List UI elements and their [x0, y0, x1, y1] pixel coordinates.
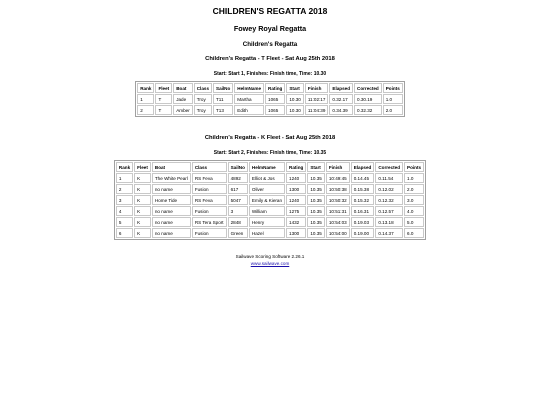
column-header: Class [192, 162, 227, 172]
table-cell: K [134, 217, 151, 227]
table-cell: 0.12.32 [375, 195, 403, 205]
table-cell: 0.11.54 [375, 173, 403, 183]
table-cell: Troy [194, 94, 212, 104]
table-cell: Martha [234, 94, 264, 104]
table-row [116, 217, 424, 227]
software-credit: Sailwave Scoring Software 2.26.1 [235, 254, 305, 259]
column-header: Fleet [134, 162, 151, 172]
table-cell: RS Tera Sport [192, 217, 227, 227]
table-cell: 10:54:00 [326, 228, 350, 238]
table-cell: 1432 [286, 217, 306, 227]
column-header: Finish [305, 83, 329, 93]
column-header: Class [194, 83, 212, 93]
k-fleet-heading: Children's Regatta - K Fleet - Sat Aug 25th 2018 [204, 135, 336, 141]
column-header: Boat [173, 83, 193, 93]
table-cell: Home Tide [152, 195, 191, 205]
table-cell: Amber [173, 105, 193, 115]
table-cell: 1240 [286, 173, 306, 183]
table-cell: Fusion [192, 228, 227, 238]
table-body [116, 173, 424, 238]
t-fleet-results-table [135, 81, 405, 117]
table-cell: 10:50:32 [326, 195, 350, 205]
table-cell: Fusion [192, 206, 227, 216]
table-cell: 1.0 [404, 173, 424, 183]
table-cell: 6 [116, 228, 133, 238]
table-cell: 1275 [286, 206, 306, 216]
column-header: Points [404, 162, 424, 172]
table-cell: 0.30.19 [354, 94, 382, 104]
table-cell: Fusion [192, 184, 227, 194]
sailwave-link[interactable]: www.sailwave.com [250, 260, 290, 266]
column-header: Boat [152, 162, 191, 172]
table-cell: 2 [137, 105, 154, 115]
column-header: Elapsed [351, 162, 375, 172]
table-cell: 10:49:45 [326, 173, 350, 183]
column-header: Corrected [354, 83, 382, 93]
table-cell: 4892 [228, 173, 248, 183]
table-cell: 4.0 [404, 206, 424, 216]
table-cell: 0.15.38 [351, 184, 375, 194]
table-cell: 1.0 [383, 94, 403, 104]
table-cell: T13 [213, 105, 233, 115]
k-fleet-start-info: Start: Start 2, Finishes: Finish time, Time: 10.35 [213, 150, 327, 156]
table-cell: 3 [116, 195, 133, 205]
table-cell: 5047 [228, 195, 248, 205]
table-cell: 617 [228, 184, 248, 194]
table-row [116, 184, 424, 194]
table-header-row [137, 83, 403, 93]
table-cell: 0.16.31 [351, 206, 375, 216]
table-cell: 0.14.37 [375, 228, 403, 238]
table-cell: 1 [137, 94, 154, 104]
table-cell: 1065 [265, 94, 285, 104]
column-header: Start [307, 162, 325, 172]
table-cell: 4 [116, 206, 133, 216]
table-cell: 2 [116, 184, 133, 194]
table-cell: 0.32.17 [329, 94, 353, 104]
table-cell: 10:51:31 [326, 206, 350, 216]
table-cell: 6.0 [404, 228, 424, 238]
table-cell: T [155, 105, 172, 115]
page-title: CHILDREN'S REGATTA 2018 [212, 6, 328, 16]
table-cell: 10:54:03 [326, 217, 350, 227]
table-cell: 0.15.32 [351, 195, 375, 205]
table-cell: 1240 [286, 195, 306, 205]
table-header-row [116, 162, 424, 172]
table-cell: 10.30 [286, 105, 304, 115]
table-cell: 0.13.18 [375, 217, 403, 227]
table-cell: 0.32.32 [354, 105, 382, 115]
table-cell: 10.35 [307, 184, 325, 194]
table-row [137, 105, 403, 115]
table-cell: 0.19.03 [351, 217, 375, 227]
column-header: Elapsed [329, 83, 353, 93]
table-cell: Oliver [249, 184, 285, 194]
column-header: Start [286, 83, 304, 93]
column-header: Rating [265, 83, 285, 93]
table-row [116, 173, 424, 183]
table-cell: 5 [116, 217, 133, 227]
table-cell: Edith [234, 105, 264, 115]
k-fleet-results-table [114, 160, 426, 240]
table-cell: 10.30 [286, 94, 304, 104]
table-cell: 11:04:39 [305, 105, 329, 115]
footer [0, 254, 540, 267]
column-header: Finish [326, 162, 350, 172]
t-fleet-start-info: Start: Start 1, Finishes: Finish time, Time: 10.30 [213, 71, 327, 77]
table-row [116, 206, 424, 216]
column-header: HelmName [249, 162, 285, 172]
table-cell: 1300 [286, 228, 306, 238]
table-cell: 3 [228, 206, 248, 216]
table-cell: The White Pearl [152, 173, 191, 183]
table-cell: K [134, 184, 151, 194]
table-cell: 0.12.02 [375, 184, 403, 194]
table-cell: no name [152, 206, 191, 216]
table-cell: Green [228, 228, 248, 238]
table-cell: 10.35 [307, 173, 325, 183]
table-cell: Henry [249, 217, 285, 227]
table-cell: 1065 [265, 105, 285, 115]
table-cell: 1 [116, 173, 133, 183]
club-name: Fowey Royal Regatta [233, 24, 307, 33]
column-header: Rank [116, 162, 133, 172]
table-cell: 10.35 [307, 217, 325, 227]
table-cell: T11 [213, 94, 233, 104]
event-name: Children's Regatta [242, 41, 298, 48]
table-cell: RS Feva [192, 173, 227, 183]
table-cell: no name [152, 217, 191, 227]
table-cell: 5.0 [404, 217, 424, 227]
table-cell: K [134, 228, 151, 238]
column-header: SailNo [213, 83, 233, 93]
table-cell: Hazel [249, 228, 285, 238]
table-cell: Jade [173, 94, 193, 104]
table-cell: T [155, 94, 172, 104]
column-header: Fleet [155, 83, 172, 93]
table-cell: 0.14.45 [351, 173, 375, 183]
table-cell: 2848 [228, 217, 248, 227]
table-cell: 11:02:17 [305, 94, 329, 104]
t-fleet-heading: Children's Regatta - T Fleet - Sat Aug 25th 2018 [205, 56, 335, 62]
column-header: Rating [286, 162, 306, 172]
table-cell: Emily & Kieran [249, 195, 285, 205]
table-cell: RS Feva [192, 195, 227, 205]
column-header: Rank [137, 83, 154, 93]
table-cell: K [134, 195, 151, 205]
table-cell: 3.0 [404, 195, 424, 205]
table-cell: no name [152, 228, 191, 238]
table-cell: 2.0 [383, 105, 403, 115]
table-cell: 0.34.39 [329, 105, 353, 115]
table-cell: K [134, 206, 151, 216]
table-row [116, 228, 424, 238]
table-cell: 1300 [286, 184, 306, 194]
table-body [137, 94, 403, 115]
column-header: SailNo [228, 162, 248, 172]
table-cell: 10.35 [307, 228, 325, 238]
column-header: Points [383, 83, 403, 93]
table-cell: 10.35 [307, 206, 325, 216]
column-header: HelmName [234, 83, 264, 93]
table-cell: 10.35 [307, 195, 325, 205]
table-cell: Troy [194, 105, 212, 115]
table-cell: William [249, 206, 285, 216]
column-header: Corrected [375, 162, 403, 172]
table-cell: 10:50:38 [326, 184, 350, 194]
table-row [116, 195, 424, 205]
table-row [137, 94, 403, 104]
table-cell: Elliot & Jos [249, 173, 285, 183]
table-cell: 0.12.57 [375, 206, 403, 216]
table-cell: 2.0 [404, 184, 424, 194]
table-cell: K [134, 173, 151, 183]
table-cell: 0.19.00 [351, 228, 375, 238]
table-cell: no name [152, 184, 191, 194]
